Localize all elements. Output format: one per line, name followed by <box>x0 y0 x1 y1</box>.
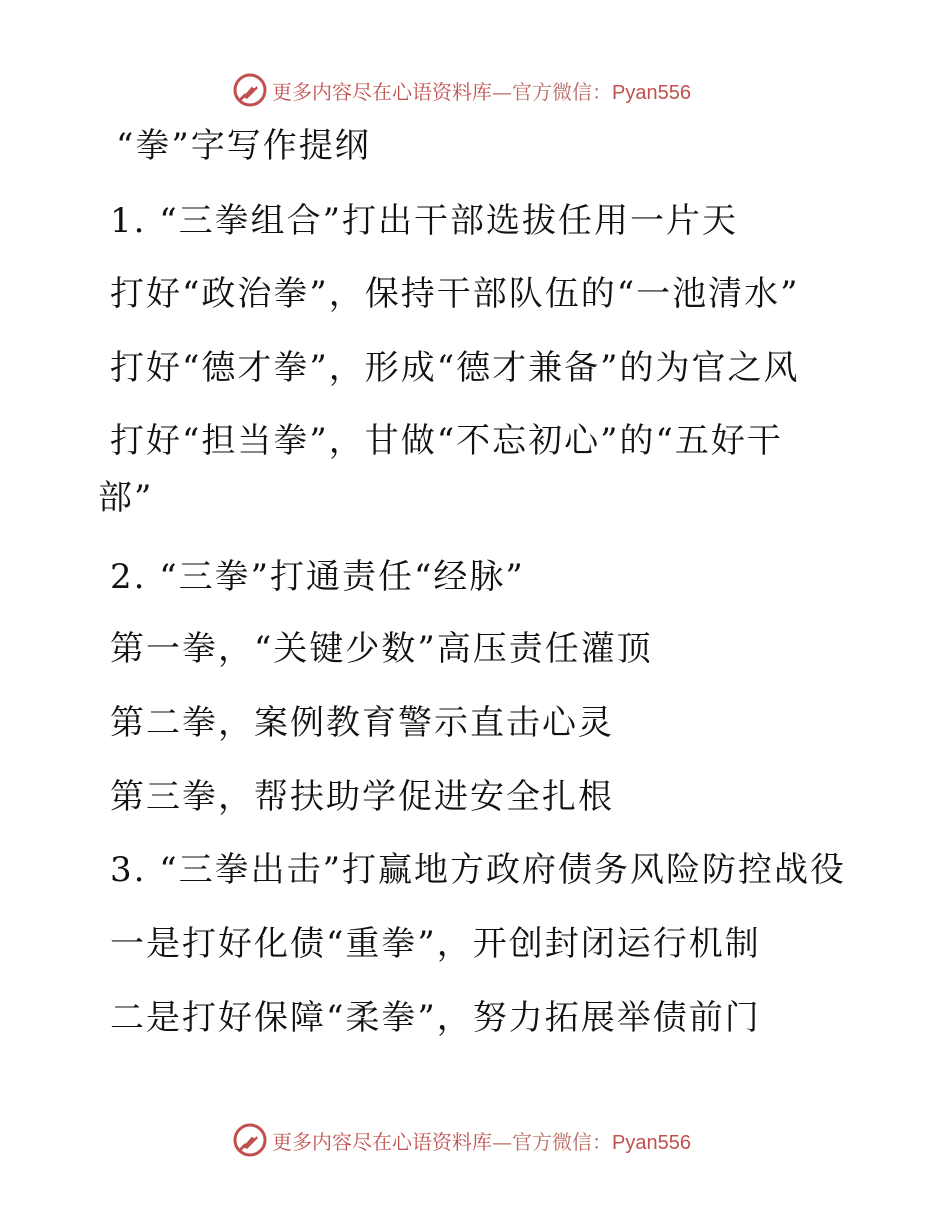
watermark-text <box>272 76 691 105</box>
watermark-main-text: 更多内容尽在心语资料库 <box>272 1129 492 1154</box>
watermark-separator-text: —官方微信： <box>492 79 612 104</box>
outline-item: 打好“德才拳”，形成“德才兼备”的为官之风 <box>110 348 800 388</box>
section-heading-2: 2. “三拳”打通责任“经脉” <box>110 557 525 597</box>
section-heading-1: 1. “三拳组合”打出干部选拔任用一片天 <box>110 201 739 241</box>
outline-item: 一是打好化债“重拳”，开创封闭运行机制 <box>110 924 761 964</box>
watermark-wechat-id: Pyan556 <box>612 81 691 104</box>
footer-watermark <box>232 1121 691 1159</box>
section-heading-3: 3. “三拳出击”打赢地方政府债务风险防控战役 <box>110 850 847 890</box>
watermark-text <box>272 1126 691 1155</box>
outline-item: 打好“政治拳”，保持干部队伍的“一池清水” <box>110 274 800 314</box>
pen-nib-circle-icon <box>232 72 268 108</box>
outline-item: 第三拳，帮扶助学促进安全扎根 <box>110 777 614 817</box>
outline-item: 打好“担当拳”，甘做“不忘初心”的“五好干 <box>110 421 783 461</box>
outline-item: 二是打好保障“柔拳”，努力拓展举债前门 <box>110 998 761 1038</box>
pen-nib-circle-icon <box>232 1122 268 1158</box>
outline-item: 第二拳，案例教育警示直击心灵 <box>110 703 614 743</box>
document-title: “拳”字写作提纲 <box>116 126 371 166</box>
watermark-wechat-id: Pyan556 <box>612 1131 691 1154</box>
outline-item-continuation: 部” <box>98 478 154 518</box>
watermark-main-text: 更多内容尽在心语资料库 <box>272 79 492 104</box>
watermark-separator-text: —官方微信： <box>492 1129 612 1154</box>
outline-item: 第一拳，“关键少数”高压责任灌顶 <box>110 629 653 669</box>
header-watermark <box>232 71 691 109</box>
